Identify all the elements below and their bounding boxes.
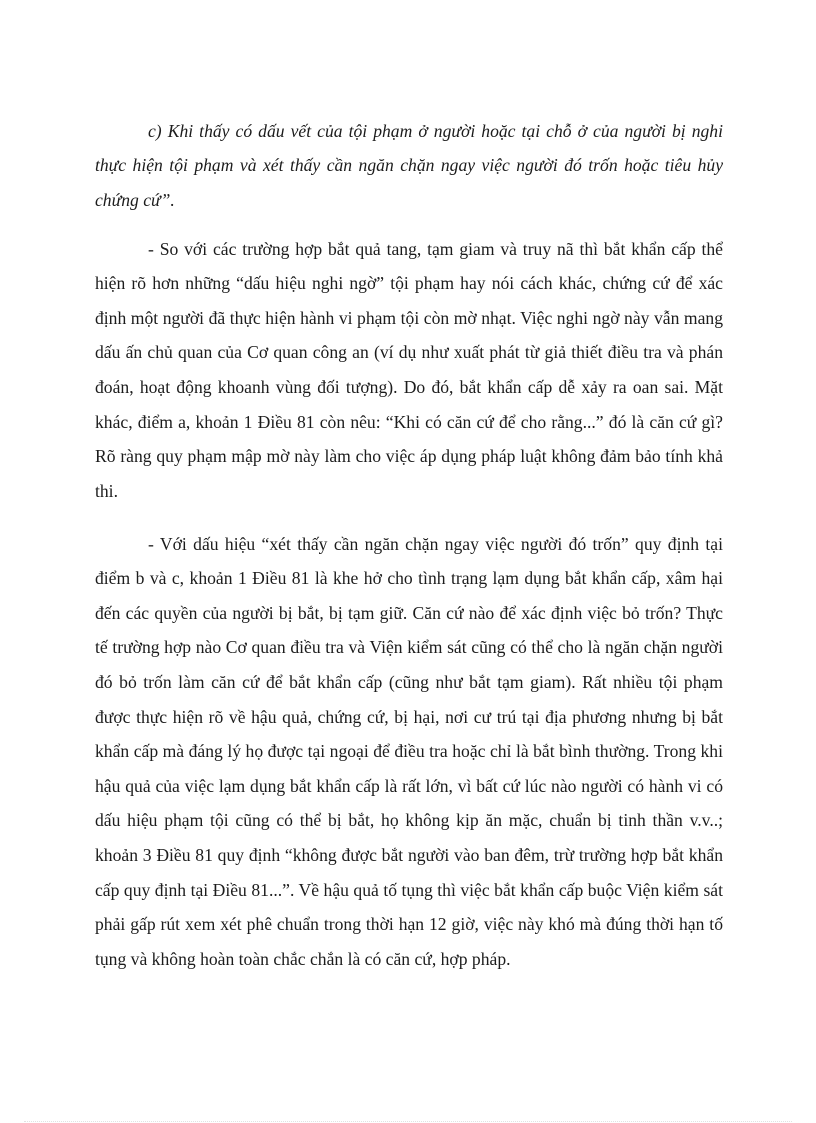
paragraph-clause-c: c) Khi thấy có dấu vết của tội phạm ở người hoặc tại chỗ ở của người bị nghi thực hiện tội phạm và xét thấy cần ngăn chặn ngay việc người đó trốn hoặc tiêu hủy chứng cứ”. [95, 120, 723, 210]
page-bottom-divider [24, 1121, 792, 1122]
paragraph-escape-sign: - Với dấu hiệu “xét thấy cần ngăn chặn ngay việc người đó trốn” quy định tại điểm b và c, khoản 1 Điều 81 là khe hở cho tình trạng lạm dụng bắt khẩn cấp, xâm hại đến các quyền của người bị bắt, bị tạm giữ. Căn cứ nào để xác định việc bỏ trốn? Thực tế trường hợp nào Cơ quan điều tra và Viện kiểm sát cũng có thể cho là ngăn chặn người đó bỏ trốn làm căn cứ để bắt khẩn cấp (cũng như bắt tạm giam). Rất nhiều tội phạm được thực hiện rõ về hậu quả, chứng cứ, bị hại, nơi cư trú tại địa phương nhưng bị bắt khẩn cấp mà đáng lý họ được tại ngoại để điều tra hoặc chỉ là bắt bình thường. Trong khi hậu quả của việc lạm dụng bắt khẩn cấp là rất lớn, vì bất cứ lúc nào người có hành vi có dấu hiệu phạm tội cũng có thể bị bắt, họ không kịp ăn mặc, chuẩn bị tinh thần v.v..; khoản 3 Điều 81 quy định “không được bắt người vào ban đêm, trừ trường hợp bắt khẩn cấp quy định tại Điều 81...”. Về hậu quả tố tụng thì việc bắt khẩn cấp buộc Viện kiểm sát phải gấp rút xem xét phê chuẩn trong thời hạn 12 giờ, việc này khó mà đúng thời hạn tố tụng và không hoàn toàn chắc chắn là có căn cứ, hợp pháp. [95, 533, 723, 969]
paragraph-comparison: - So với các trường hợp bắt quả tang, tạm giam và truy nã thì bắt khẩn cấp thể hiện rõ hơn những “dấu hiệu nghi ngờ” tội phạm hay nói cách khác, chứng cứ để xác định một người đã thực hiện hành vi phạm tội còn mờ nhạt. Việc nghi ngờ này vẫn mang dấu ấn chủ quan của Cơ quan công an (ví dụ như xuất phát từ giả thiết điều tra và phán đoán, hoạt động khoanh vùng đối tượng). Do đó, bắt khẩn cấp dễ xảy ra oan sai. Mặt khác, điểm a, khoản 1 Điều 81 còn nêu: “Khi có căn cứ để cho rằng...” đó là căn cứ gì? Rõ ràng quy phạm mập mờ này làm cho việc áp dụng pháp luật không đảm bảo tính khả thi. [95, 238, 723, 501]
